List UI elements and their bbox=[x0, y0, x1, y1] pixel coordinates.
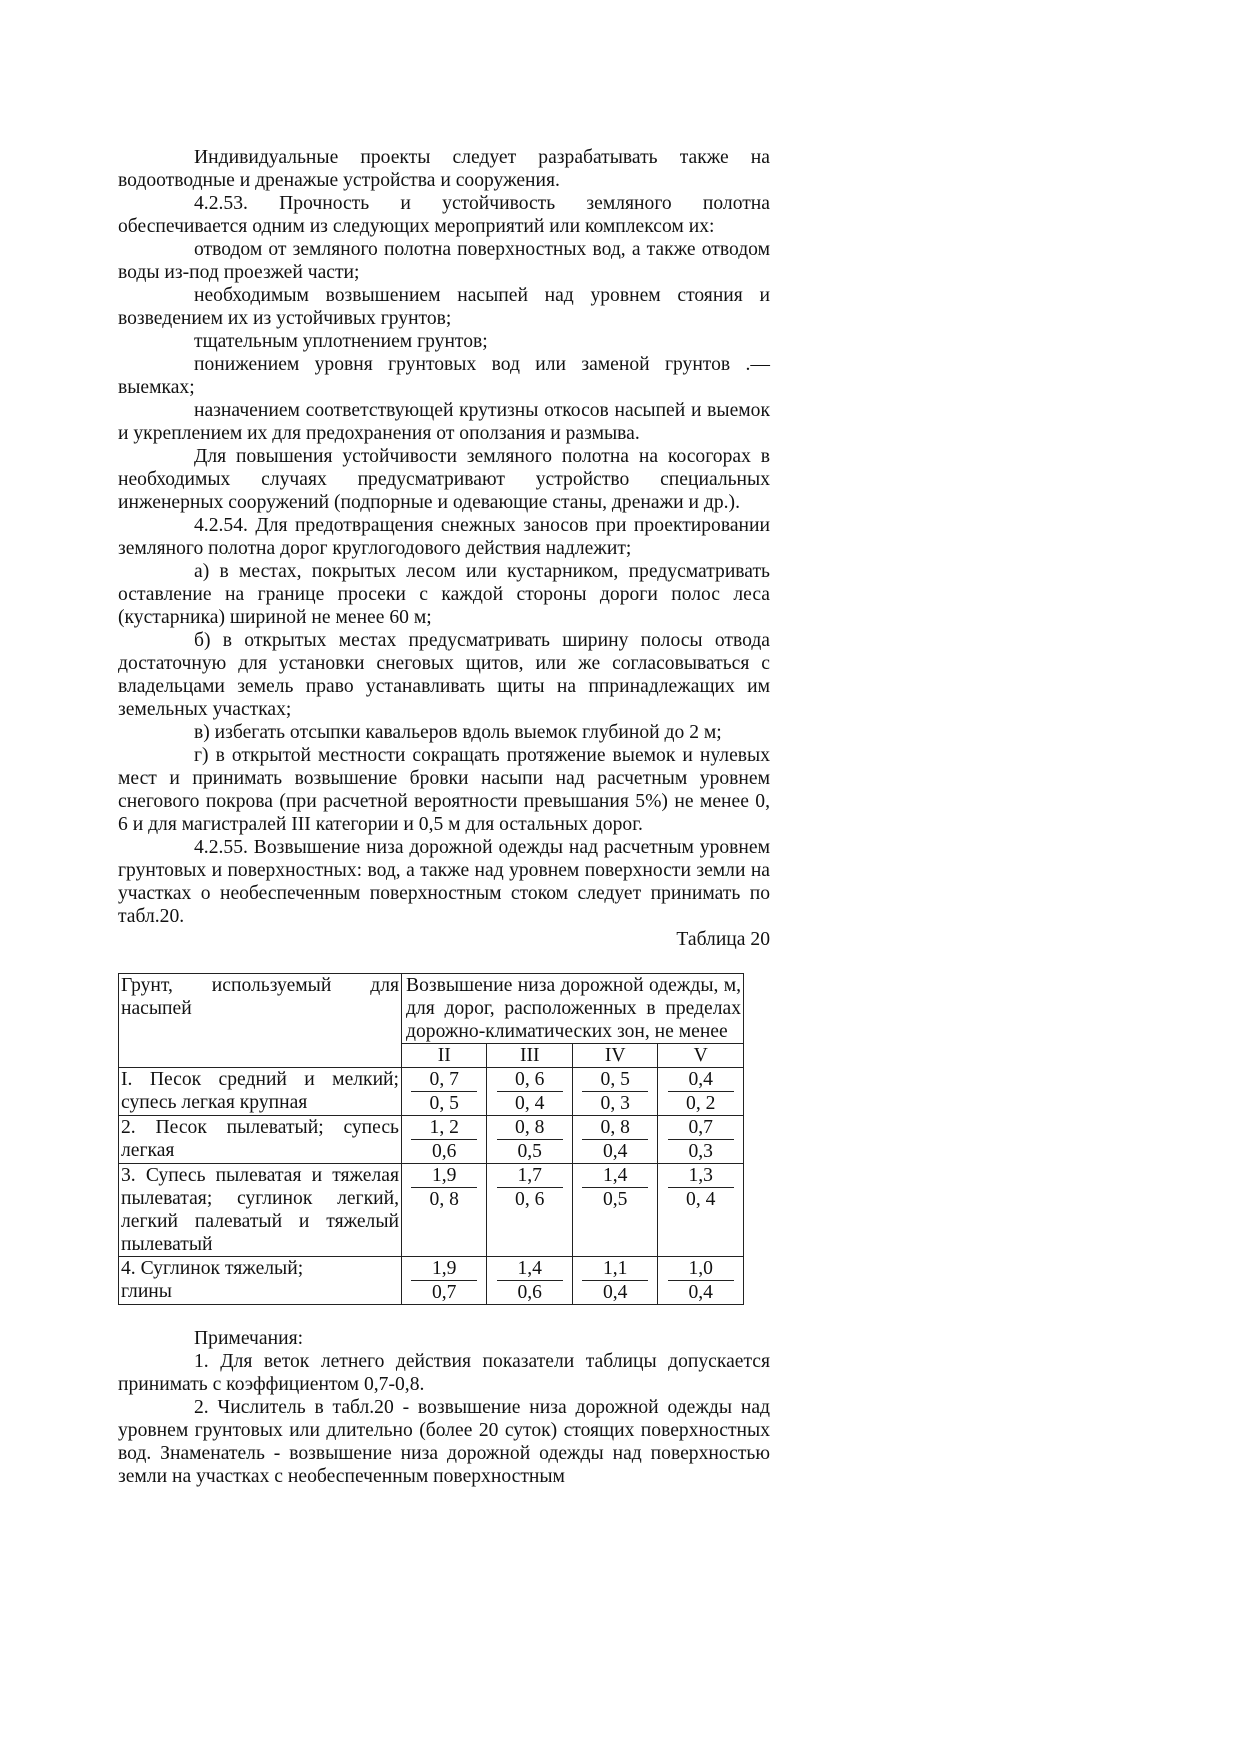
numerator-value: 0, 8 bbox=[582, 1116, 648, 1140]
paragraph: а) в местах, покрытых лесом или кустарником, предусматривать оставление на границе просеки с каждой стороны дороги полос леса (кустарника) шириной не менее 60 м; bbox=[118, 561, 770, 628]
paragraph: назначением соответствующей крутизны откосов насыпей и выемок и укреплением их для предохранения от оползания и размыва. bbox=[118, 400, 770, 444]
value-cell bbox=[658, 1257, 744, 1305]
denominator-value: 0,6 bbox=[431, 1141, 457, 1162]
table-header-row bbox=[119, 974, 744, 1044]
notes bbox=[118, 1327, 770, 1488]
note-item: 2. Числитель в табл.20 - возвышение низа дорожной одежды над уровнем грунтовых или длительно (более 20 суток) стоящих поверхностных вод. Знаменатель - возвышение низа дорожной одежды над поверхностью земли на участках с необеспеченным поверхностным bbox=[118, 1397, 770, 1487]
paragraph: понижением уровня грунтовых вод или заменой грунтов .— выемках; bbox=[118, 354, 770, 398]
numerator-value: 1,9 bbox=[411, 1164, 477, 1188]
zone-header: II bbox=[402, 1044, 487, 1068]
numerator-value: 0,4 bbox=[668, 1068, 734, 1092]
value-cell bbox=[402, 1164, 487, 1257]
denominator-value: 0, 3 bbox=[600, 1093, 630, 1114]
value-cell bbox=[572, 1116, 657, 1164]
soil-name-cell: I. Песок средний и мелкий; супесь легкая крупная bbox=[119, 1068, 402, 1116]
paragraph: Для повышения устойчивости земляного полотна на косогорах в необходимых случаях предусматривают устройство специальных инженерных сооружений (подпорные и одевающие станы, дренажи и др.). bbox=[118, 446, 770, 513]
numerator-value: 0, 7 bbox=[411, 1068, 477, 1092]
value-cell bbox=[572, 1257, 657, 1305]
value-cell bbox=[572, 1068, 657, 1116]
table-caption: Таблица 20 bbox=[676, 929, 770, 950]
paragraph: б) в открытых местах предусматривать ширину полосы отвода достаточную для установки снеговых щитов, или же согласовываться с владельцами земель право устанавливать щиты на ппринадлежащих им земельных участках; bbox=[118, 630, 770, 720]
table-row bbox=[119, 1116, 744, 1164]
table-row bbox=[119, 1068, 744, 1116]
paragraph: 4.2.55. Возвышение низа дорожной одежды над расчетным уровнем грунтовых и поверхностных: вод, а также над уровнем поверхности земли на участках о необеспеченным поверхностным стоком следует принимать по табл.20. bbox=[118, 837, 770, 927]
numerator-value: 1,0 bbox=[668, 1257, 734, 1281]
denominator-value: 0,4 bbox=[688, 1282, 713, 1303]
notes-title: Примечания: bbox=[194, 1328, 304, 1349]
numerator-value: 1,1 bbox=[582, 1257, 648, 1281]
denominator-value: 0,3 bbox=[688, 1141, 713, 1162]
paragraph: тщательным уплотнением грунтов; bbox=[194, 331, 488, 352]
zone-header: III bbox=[487, 1044, 572, 1068]
denominator-value: 0, 6 bbox=[515, 1189, 545, 1210]
numerator-value: 0, 6 bbox=[497, 1068, 563, 1092]
paragraph: в) избегать отсыпки кавальеров вдоль выемок глубиной до 2 м; bbox=[194, 722, 722, 743]
value-cell bbox=[487, 1164, 572, 1257]
value-cell bbox=[402, 1068, 487, 1116]
denominator-value: 0,5 bbox=[517, 1141, 542, 1162]
paragraph: г) в открытой местности сокращать протяжение выемок и нулевых мест и принимать возвышение бровки насыпи над расчетным уровнем снегового покрова (при расчетной вероятности превышания 5%) не менее 0, 6 и для магистралей III категории и 0,5 м для остальных дорог. bbox=[118, 745, 770, 835]
paragraph: отводом от земляного полотна поверхностных вод, а также отводом воды из-под проезжей части; bbox=[118, 239, 770, 283]
value-cell bbox=[402, 1116, 487, 1164]
numerator-value: 1,4 bbox=[582, 1164, 648, 1188]
value-cell bbox=[402, 1257, 487, 1305]
header-soil: Грунт, используемый для насыпей bbox=[119, 974, 402, 1068]
numerator-value: 1,4 bbox=[497, 1257, 563, 1281]
soil-name-cell: 3. Супесь пылеватая и тяжелая пылеватая; суглинок легкий, легкий палеватый и тяжелый пылеватый bbox=[119, 1164, 402, 1257]
soil-name-cell: 4. Суглинок тяжелый; глины bbox=[119, 1257, 402, 1305]
numerator-value: 1, 2 bbox=[411, 1116, 477, 1140]
denominator-value: 0,4 bbox=[602, 1141, 628, 1162]
note-item: 1. Для веток летнего действия показатели таблицы допускается принимать с коэффициентом 0,7-0,8. bbox=[118, 1351, 770, 1395]
paragraph: Индивидуальные проекты следует разрабатывать также на водоотводные и дренажые устройства и сооружения. bbox=[118, 147, 770, 191]
denominator-value: 0, 4 bbox=[686, 1189, 716, 1210]
zone-header: IV bbox=[572, 1044, 657, 1068]
numerator-value: 0, 8 bbox=[497, 1116, 563, 1140]
elevation-table bbox=[118, 973, 744, 1305]
document-page bbox=[118, 146, 770, 1488]
numerator-value: 1,7 bbox=[497, 1164, 563, 1188]
denominator-value: 0,6 bbox=[517, 1282, 542, 1303]
value-cell bbox=[487, 1068, 572, 1116]
paragraph: 4.2.54. Для предотвращения снежных заносов при проектировании земляного полотна дорог круглогодового действия надлежит; bbox=[118, 515, 770, 559]
value-cell bbox=[572, 1164, 657, 1257]
value-cell bbox=[487, 1257, 572, 1305]
denominator-value: 0, 8 bbox=[429, 1189, 459, 1210]
denominator-value: 0,7 bbox=[431, 1282, 457, 1303]
value-cell bbox=[487, 1116, 572, 1164]
header-height: Возвышение низа дорожной одежды, м, для дорог, расположенных в пределах дорожно-климатических зон, не менее bbox=[402, 974, 744, 1044]
denominator-value: 0, 4 bbox=[515, 1093, 545, 1114]
numerator-value: 1,9 bbox=[411, 1257, 477, 1281]
numerator-value: 1,3 bbox=[668, 1164, 734, 1188]
body-text bbox=[118, 146, 770, 928]
table-row bbox=[119, 1257, 744, 1305]
soil-name-cell: 2. Песок пылеватый; супесь легкая bbox=[119, 1116, 402, 1164]
numerator-value: 0, 5 bbox=[582, 1068, 648, 1092]
numerator-value: 0,7 bbox=[668, 1116, 734, 1140]
denominator-value: 0, 5 bbox=[429, 1093, 459, 1114]
paragraph: 4.2.53. Прочность и устойчивость земляного полотна обеспечивается одним из следующих мероприятий или комплексом их: bbox=[118, 193, 770, 237]
value-cell bbox=[658, 1164, 744, 1257]
value-cell bbox=[658, 1068, 744, 1116]
denominator-value: 0,5 bbox=[602, 1189, 628, 1210]
value-cell bbox=[658, 1116, 744, 1164]
denominator-value: 0, 2 bbox=[686, 1093, 716, 1114]
table-row bbox=[119, 1164, 744, 1257]
denominator-value: 0,4 bbox=[602, 1282, 628, 1303]
zone-header: V bbox=[658, 1044, 744, 1068]
paragraph: необходимым возвышением насыпей над уровнем стояния и возведением их из устойчивых грунтов; bbox=[118, 285, 770, 329]
